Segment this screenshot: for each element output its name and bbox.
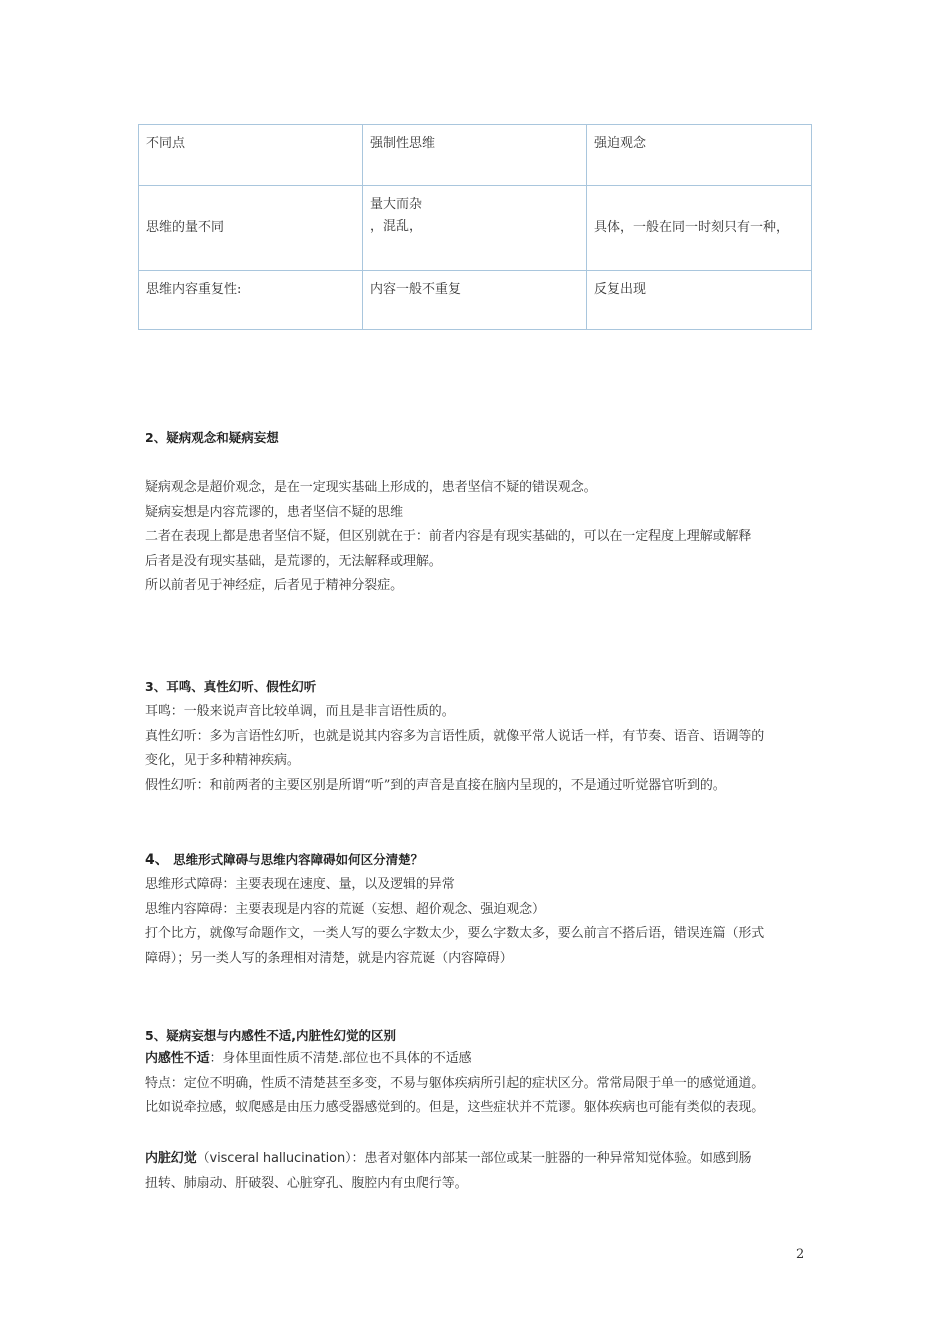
table-cell xyxy=(363,186,587,271)
cell-line: ，混乱， xyxy=(370,219,423,234)
paragraph-line: 障碍）；另一类人写的条理相对清楚，就是内容荒诞（内容障碍） xyxy=(145,950,513,966)
table-cell: 反复出现 xyxy=(587,271,812,330)
section-title: 思维形式障碍与思维内容障碍如何区分清楚？ xyxy=(173,852,424,867)
paragraph-line: 打个比方，就像写命题作文，一类人写的要么字数太少，要么字数太多，要么前言不搭后语，错误连篇（形式 xyxy=(145,926,765,941)
section-4 xyxy=(145,850,815,870)
section-3 xyxy=(145,677,815,697)
table-cell: 内容一般不重复 xyxy=(363,271,587,330)
section-2 xyxy=(145,428,815,448)
term: 内脏幻觉 xyxy=(145,1151,197,1166)
definition-line xyxy=(145,1147,815,1172)
section-5-body xyxy=(145,1047,815,1121)
paragraph-line: 疑病观念是超价观念，是在一定现实基础上形成的，患者坚信不疑的错误观念。 xyxy=(145,480,597,495)
section-3-body xyxy=(145,700,815,798)
definition: ：患者对躯体内部某一部位或某一脏器的一种异常知觉体验。如感到肠 xyxy=(351,1151,752,1166)
table-cell: 强迫观念 xyxy=(587,125,812,186)
term-english: （visceral hallucination） xyxy=(196,1151,352,1166)
cell-line: 量大而杂 xyxy=(370,197,423,212)
table-row xyxy=(139,271,812,330)
section-5-visceral xyxy=(145,1147,815,1196)
section-number: 4、 xyxy=(145,852,169,868)
table-row xyxy=(139,186,812,271)
definition-line xyxy=(145,1047,815,1072)
definition: ：身体里面性质不清楚.部位也不具体的不适感 xyxy=(209,1051,472,1066)
paragraph-line: 真性幻听：多为言语性幻听，也就是说其内容多为言语性质，就像平常人说话一样，有节奏、语音、语调等的 xyxy=(145,728,765,744)
paragraph-line: 假性幻听：和前两者的主要区别是所谓“听”到的声音是直接在脑内呈现的，不是通过听觉器官听到的。 xyxy=(145,777,726,793)
paragraph-line: 疑病妄想是内容荒谬的，患者坚信不疑的思维 xyxy=(145,504,404,520)
paragraph-line: 后者是没有现实基础，是荒谬的，无法解释或理解。 xyxy=(145,553,442,569)
paragraph-line: 特点：定位不明确，性质不清楚甚至多变，不易与躯体疾病所引起的症状区分。常常局限于单一的感觉通道。 xyxy=(145,1075,765,1091)
section-heading xyxy=(145,850,815,870)
section-5 xyxy=(145,1026,815,1046)
term: 内感性不适 xyxy=(145,1051,210,1066)
paragraph-line: 所以前者见于神经症，后者见于精神分裂症。 xyxy=(145,578,404,593)
page-number: 2 xyxy=(796,1247,805,1262)
comparison-table xyxy=(138,124,812,330)
table-cell: 不同点 xyxy=(139,125,363,186)
paragraph-line: 思维内容障碍：主要表现是内容的荒诞（妄想、超价观念、强迫观念） xyxy=(145,901,545,917)
paragraph-line: 比如说牵拉感，蚁爬感是由压力感受器感觉到的。但是，这些症状并不荒谬。躯体疾病也可能有类似的表现。 xyxy=(145,1100,765,1115)
paragraph-line: 变化，见于多种精神疾病。 xyxy=(145,753,300,768)
section-4-body xyxy=(145,873,815,971)
table-cell: 具体，一般在同一时刻只有一种， xyxy=(587,186,812,271)
paragraph-line: 扭转、肺扇动、肝破裂、心脏穿孔、腹腔内有虫爬行等。 xyxy=(145,1175,468,1191)
section-2-body xyxy=(145,476,815,599)
table-cell: 思维内容重复性: xyxy=(139,271,363,330)
paragraph-line: 二者在表现上都是患者坚信不疑，但区别就在于：前者内容是有现实基础的，可以在一定程度上理解或解释 xyxy=(145,529,752,544)
paragraph-line: 思维形式障碍：主要表现在速度、量，以及逻辑的异常 xyxy=(145,877,455,892)
section-heading: 2、疑病观念和疑病妄想 xyxy=(145,430,279,445)
table-cell: 思维的量不同 xyxy=(139,186,363,271)
section-heading: 5、疑病妄想与内感性不适,内脏性幻觉的区别 xyxy=(145,1028,396,1043)
paragraph-line: 耳鸣：一般来说声音比较单调，而且是非言语性质的。 xyxy=(145,704,455,719)
table-header-row xyxy=(139,125,812,186)
table-cell: 强制性思维 xyxy=(363,125,587,186)
section-heading: 3、耳鸣、真性幻听、假性幻听 xyxy=(145,679,317,694)
